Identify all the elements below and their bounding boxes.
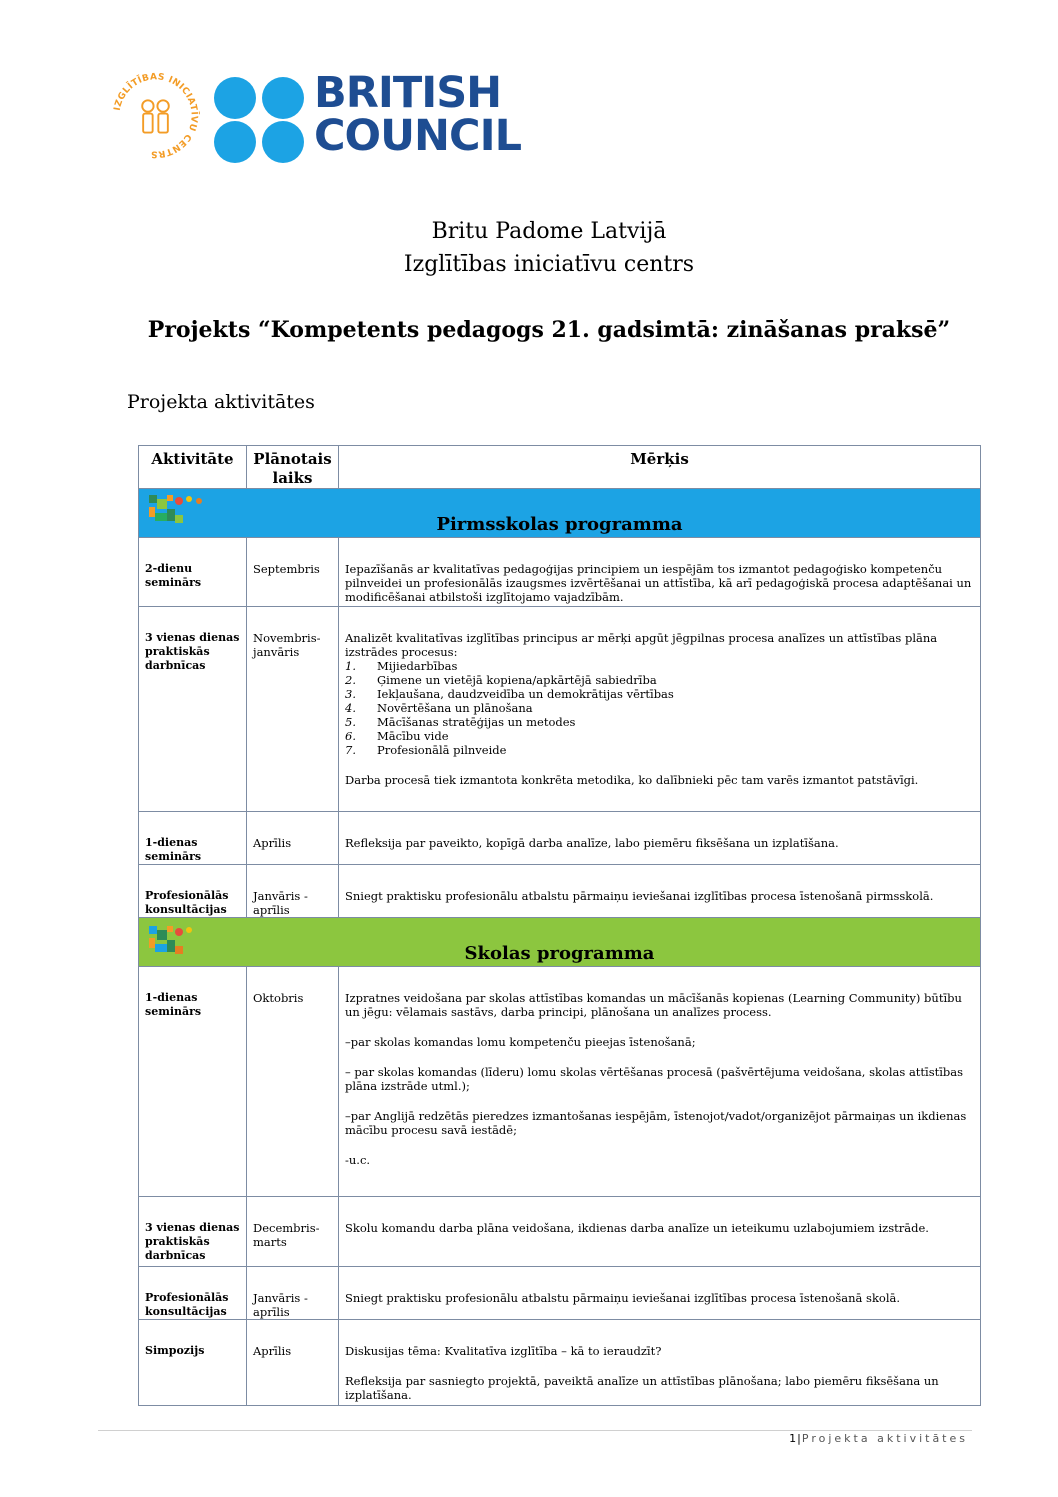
- project-title: Projekts “Kompetents pedagogs 21. gadsimtā: zināšanas praksē”: [147, 317, 951, 343]
- list-number: 5.: [345, 715, 356, 729]
- row-goal: [339, 812, 981, 865]
- table-row: [139, 1267, 981, 1320]
- row-activity: 2-dienu seminārs: [139, 538, 247, 607]
- table-row: [139, 865, 981, 918]
- list-item: [345, 673, 974, 687]
- goal-text: Iepazīšanās ar kvalitatīvas pedagoģijas principiem un iespējām tos izmantot pedagoģisko kompetenču pilnveidei un profesionālās izaugsmes izvērtēšanai un attīstība, kā arī pedagoģiskā procesa adaptēšanai un modificēšanai atbilstoši izglītojamo vajadzībām.: [345, 562, 972, 604]
- row-time: Janvāris - aprīlis: [247, 1267, 339, 1320]
- list-number: 4.: [345, 701, 356, 715]
- goal-paragraph: –par skolas komandas lomu kompetenču pieejas īstenošanā;: [345, 1035, 696, 1049]
- row-goal: [339, 1197, 981, 1267]
- row-goal: [339, 967, 981, 1197]
- svg-text:IZGLĪTĪBAS INICIATĪVU CENTRS: [113, 72, 200, 158]
- goal-paragraph: Diskusijas tēma: Kvalitatīva izglītība – kā to ieraudzīt?: [345, 1344, 662, 1358]
- list-text: Novērtēšana un plānošana: [377, 701, 533, 715]
- row-goal: [339, 865, 981, 918]
- row-activity: 3 vienas dienas praktiskās darbnīcas: [139, 607, 247, 812]
- table-row: [139, 538, 981, 607]
- table-row: [139, 812, 981, 865]
- page-footer: 1|Projekta aktivitātes: [789, 1432, 968, 1445]
- row-time: Novembris-janvāris: [247, 607, 339, 812]
- preschool-band-row: [139, 489, 981, 538]
- goal-text: Refleksija par paveikto, kopīgā darba analīze, labo piemēru fiksēšana un izplatīšana.: [345, 836, 839, 850]
- row-time: Aprīlis: [247, 812, 339, 865]
- header-goal: Mērķis: [339, 446, 981, 489]
- table-header-row: [139, 446, 981, 489]
- org-line2: Izglītības iniciatīvu centrs: [403, 252, 695, 277]
- organization-names: [0, 215, 1058, 281]
- list-text: Mācīšanas stratēģijas un metodes: [377, 715, 576, 729]
- school-band-row: [139, 918, 981, 967]
- table-row: [139, 1197, 981, 1267]
- row-goal: [339, 607, 981, 812]
- goal-paragraph: -u.c.: [345, 1153, 371, 1167]
- row-time: Aprīlis: [247, 1320, 339, 1406]
- list-item: [345, 687, 974, 701]
- goal-paragraph: – par skolas komandas (līderu) lomu skolas vērtēšanas procesā (pašvērtējuma veidošana, skolas attīstības plāna izstrāde utml.);: [345, 1065, 964, 1093]
- logo-area: [108, 68, 528, 168]
- list-item: [345, 715, 974, 729]
- goal-outro: Darba procesā tiek izmantota konkrēta metodika, ko dalībnieki pēc tam varēs izmantot patstāvīgi.: [345, 773, 919, 787]
- school-band: [139, 918, 981, 967]
- row-time: Oktobris: [247, 967, 339, 1197]
- row-activity: 1-dienas seminārs: [139, 812, 247, 865]
- list-text: Iekļaušana, daudzveidība un demokrātijas vērtības: [377, 687, 674, 701]
- iic-logo-text: IZGLĪTĪBAS INICIATĪVU CENTRS: [112, 72, 199, 159]
- iic-logo: [108, 68, 203, 163]
- school-band-title: Skolas programma: [464, 943, 655, 964]
- list-number: 3.: [345, 687, 356, 701]
- row-activity: Profesionālās konsultācijas: [139, 1267, 247, 1320]
- table-row: [139, 1320, 981, 1406]
- goal-text: Sniegt praktisku profesionālu atbalstu pārmaiņu ieviešanai izglītības procesa īstenošanā skolā.: [345, 1291, 901, 1305]
- org-line1: Britu Padome Latvijā: [431, 219, 667, 244]
- list-number: 6.: [345, 729, 356, 743]
- table-row: [139, 607, 981, 812]
- header-activity: Aktivitāte: [139, 446, 247, 489]
- list-number: 7.: [345, 743, 356, 757]
- row-activity: Simpozijs: [139, 1320, 247, 1406]
- preschool-band: [139, 489, 981, 538]
- list-number: 1.: [345, 659, 356, 673]
- goal-paragraph: Refleksija par sasniegto projektā, paveiktā analīze un attīstības plānošana; labo piemēru fiksēšana un izplatīšana.: [345, 1374, 939, 1402]
- british-council-wordmark: [314, 68, 521, 161]
- goal-list: [345, 659, 974, 757]
- goal-paragraph: –par Anglijā redzētās pieredzes izmantošanas iespējām, īstenojot/vadot/organizējot pārmaiņas un ikdienas mācību procesu savā iestādē;: [345, 1109, 967, 1137]
- page-number: 1: [789, 1432, 798, 1445]
- list-item: [345, 729, 974, 743]
- table-row: [139, 967, 981, 1197]
- footer-label: Projekta aktivitātes: [801, 1432, 968, 1445]
- bc-line1: BRITISH: [314, 68, 502, 118]
- row-goal: [339, 1267, 981, 1320]
- goal-paragraph: Izpratnes veidošana par skolas attīstības komandas un mācīšanās kopienas (Learning Community) būtību un jēgu: vēlamais sastāvs, darba principi, plānošana un analīzes process.: [345, 991, 962, 1019]
- list-number: 2.: [345, 673, 356, 687]
- british-council-dots-icon: [212, 76, 308, 164]
- list-text: Mijiedarbības: [377, 659, 458, 673]
- goal-text: Sniegt praktisku profesionālu atbalstu pārmaiņu ieviešanai izglītības procesa īstenošanā pirmsskolā.: [345, 889, 934, 903]
- row-activity: Profesionālās konsultācijas: [139, 865, 247, 918]
- list-text: Ģimene un vietējā kopiena/apkārtējā sabiedrība: [377, 673, 657, 687]
- row-activity: 1-dienas seminārs: [139, 967, 247, 1197]
- list-item: [345, 701, 974, 715]
- goal-intro: Analizēt kvalitatīvas izglītības principus ar mērķi apgūt jēgpilnas procesa analīzes un attīstības plāna izstrādes procesus:: [345, 631, 938, 659]
- footer-divider: [98, 1430, 972, 1431]
- row-time: Decembris-marts: [247, 1197, 339, 1267]
- row-goal: [339, 1320, 981, 1406]
- list-text: Profesionālā pilnveide: [377, 743, 507, 757]
- list-item: [345, 743, 974, 757]
- list-text: Mācību vide: [377, 729, 449, 743]
- row-goal: [339, 538, 981, 607]
- goal-text: Skolu komandu darba plāna veidošana, ikdienas darba analīze un ieteikumu uzlabojumiem izstrāde.: [345, 1221, 929, 1235]
- row-time: Septembris: [247, 538, 339, 607]
- row-activity: 3 vienas dienas praktiskās darbnīcas: [139, 1197, 247, 1267]
- bc-line2: COUNCIL: [314, 111, 521, 161]
- section-heading: Projekta aktivitātes: [127, 391, 315, 413]
- preschool-band-title: Pirmsskolas programma: [436, 514, 683, 535]
- row-time: Janvāris - aprīlis: [247, 865, 339, 918]
- list-item: [345, 659, 974, 673]
- activities-table: [138, 445, 981, 1406]
- header-time: Plānotais laiks: [247, 446, 339, 489]
